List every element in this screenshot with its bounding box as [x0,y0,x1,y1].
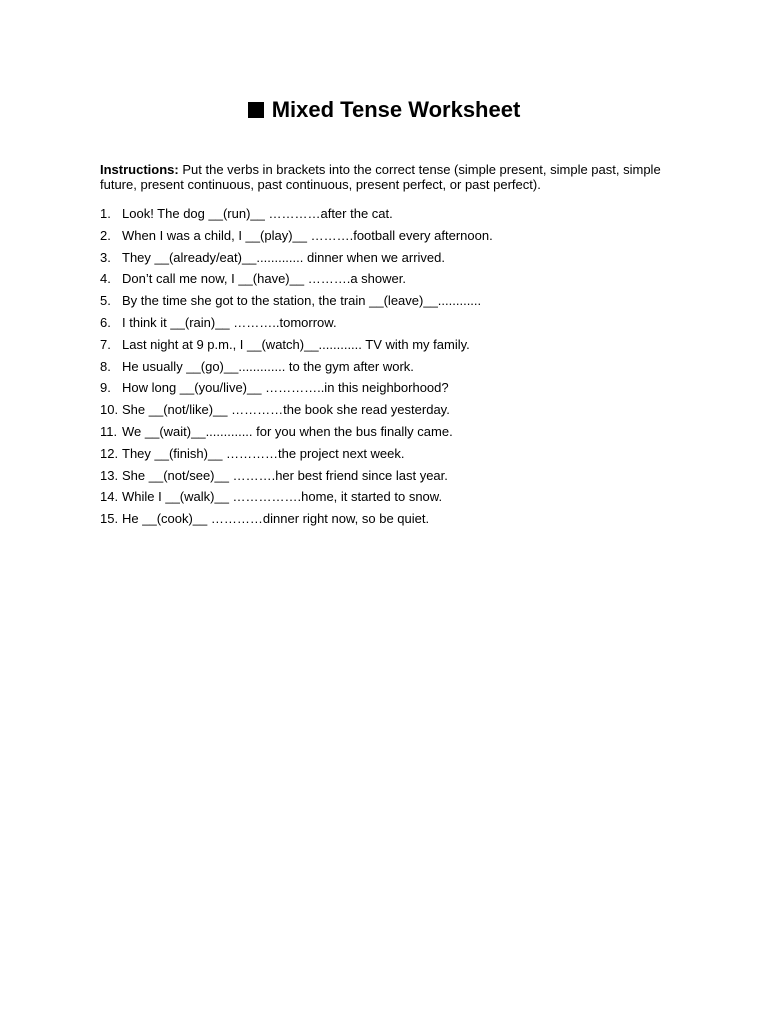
question-number: 13. [100,467,119,483]
question-item [100,446,680,468]
question-text: Last night at 9 p.m., I __(watch)__............ TV with my family. [122,336,470,352]
question-item [100,315,680,337]
instructions-text: Put the verbs in brackets into the correct tense (simple present, simple past, simple future, present continuous, past continuous, present perfect, or past perfect). [100,162,661,192]
question-item [100,424,680,446]
question-number: 5. [100,293,111,309]
question-text: We __(wait)__............. for you when the bus finally came. [122,423,453,439]
question-text: He usually __(go)__............. to the gym after work. [122,358,414,374]
page-title [0,96,768,124]
title-text: Mixed Tense Worksheet [271,97,521,122]
question-number: 6. [100,314,111,330]
question-item [100,337,680,359]
question-number: 12. [100,445,119,461]
question-item [100,468,680,490]
question-number: 15. [100,511,119,527]
question-item [100,359,680,381]
question-text: While I __(walk)__ …………….home, it started to snow. [122,489,443,505]
question-number: 11. [100,423,118,439]
question-number: 3. [100,249,111,265]
question-number: 7. [100,336,111,352]
question-number: 1. [100,206,111,221]
question-text: How long __(you/live)__ …………..in this neighborhood? [122,380,449,396]
question-text: I think it __(rain)__ ………..tomorrow. [122,314,337,330]
question-text: They __(already/eat)__............. dinner when we arrived. [122,249,445,265]
question-item [100,250,680,272]
question-item [100,511,680,533]
question-item [100,206,680,228]
question-number: 10. [100,402,119,418]
question-text: She __(not/see)__ ……….her best friend since last year. [122,467,448,483]
question-number: 4. [100,271,111,287]
question-item [100,228,680,250]
question-item [100,380,680,402]
question-list [100,206,680,533]
question-text: He __(cook)__ …………dinner right now, so be quiet. [122,511,430,527]
question-number: 9. [100,380,111,396]
question-item [100,489,680,511]
question-item [100,271,680,293]
question-text: When I was a child, I __(play)__ ……….football every afternoon. [122,227,493,243]
question-text: She __(not/like)__ …………the book she read yesterday. [122,402,450,418]
question-number: 8. [100,358,111,374]
black-square-icon [248,102,264,118]
question-text: By the time she got to the station, the train __(leave)__............ [122,293,482,309]
question-item [100,402,680,424]
question-number: 2. [100,227,111,243]
instructions [100,162,680,192]
question-text: Don’t call me now, I __(have)__ ……….a shower. [122,271,406,287]
question-text: Look! The dog __(run)__ …………after the cat. [122,206,393,221]
question-text: They __(finish)__ …………the project next week. [122,445,405,461]
question-number: 14. [100,489,119,505]
instructions-label: Instructions: [100,162,179,177]
question-item [100,293,680,315]
